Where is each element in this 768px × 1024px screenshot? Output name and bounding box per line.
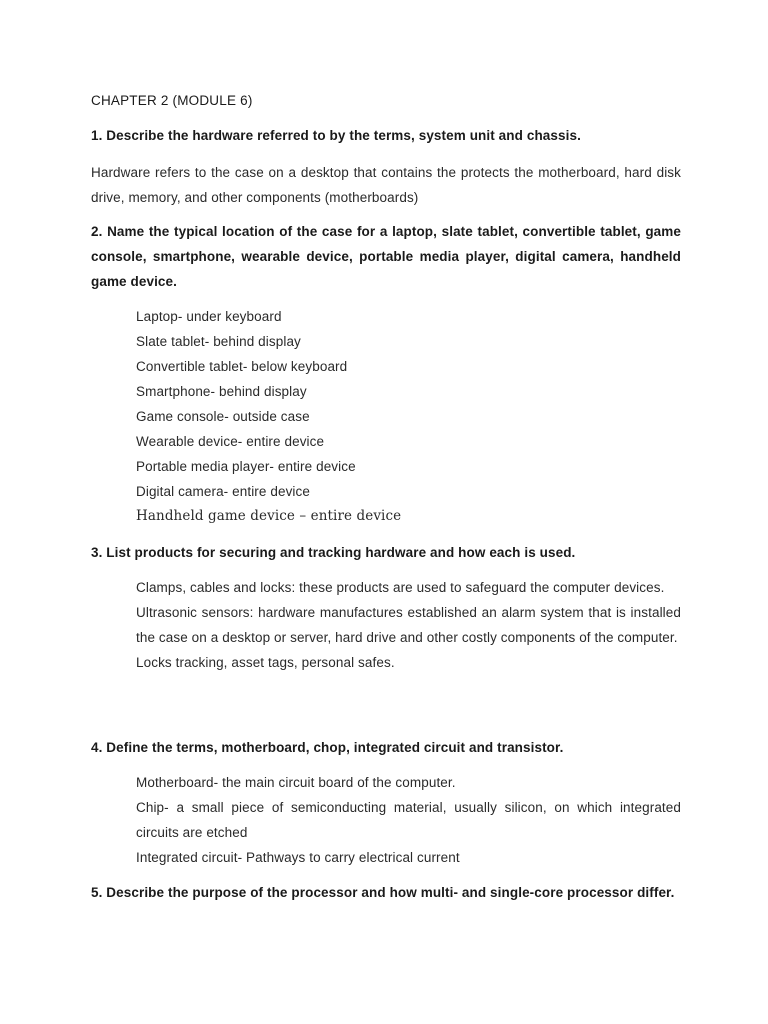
list-item: Portable media player- entire device [136,459,356,474]
question-4: 4. Define the terms, motherboard, chop, integrated circuit and transistor. [91,740,564,755]
list-item: Integrated circuit- Pathways to carry electrical current [136,850,460,865]
list-item: Wearable device- entire device [136,434,325,449]
question-3: 3. List products for securing and tracking hardware and how each is used. [91,545,576,560]
list-item: Digital camera- entire device [136,484,310,499]
list-item: Ultrasonic sensors: hardware manufactures established an alarm system that is installed the case on a desktop or server, hard drive and other costly components of the computer. [136,605,681,645]
list-item: Locks tracking, asset tags, personal safes. [136,655,395,670]
list-item: Smartphone- behind display [136,384,307,399]
list-item: Slate tablet- behind display [136,334,301,349]
answer-1: Hardware refers to the case on a desktop that contains the protects the motherboard, hard disk drive, memory, and other components (motherboards) [91,165,681,205]
list-item: Handheld game device – entire device [136,508,402,524]
question-5: 5. Describe the purpose of the processor and how multi- and single-core processor differ. [91,885,675,900]
list-item: Convertible tablet- below keyboard [136,359,348,374]
list-item: Motherboard- the main circuit board of the computer. [136,775,456,790]
chapter-heading: CHAPTER 2 (MODULE 6) [91,93,253,108]
question-1: 1. Describe the hardware referred to by the terms, system unit and chassis. [91,128,581,143]
list-item: Laptop- under keyboard [136,309,282,324]
list-item: Clamps, cables and locks: these products are used to safeguard the computer devices. [136,580,665,595]
answer-4-list [136,770,681,870]
question-2: 2. Name the typical location of the case for a laptop, slate tablet, convertible tablet, game console, smartphone, wearable device, portable media player, digital camera, handheld game device. [91,224,681,289]
list-item: Chip- a small piece of semiconducting material, usually silicon, on which integrated circuits are etched [136,800,681,840]
list-item: Game console- outside case [136,409,310,424]
answer-2-list [136,304,681,529]
answer-3-list [136,575,681,675]
